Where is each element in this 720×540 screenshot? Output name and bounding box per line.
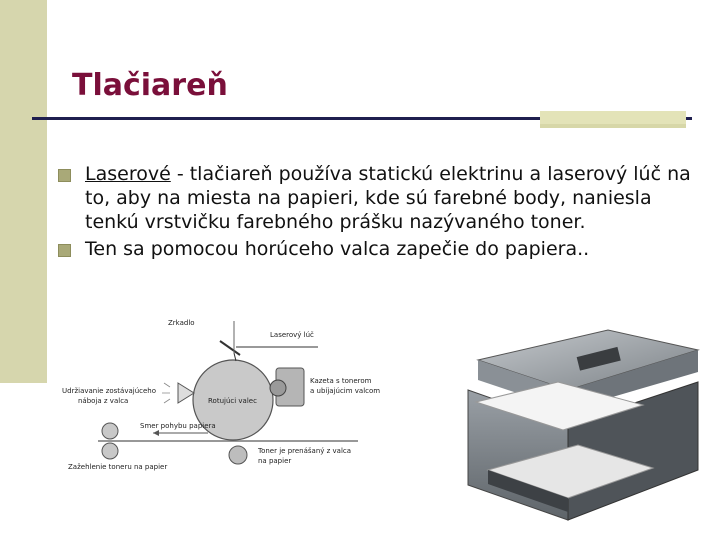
cleaning-blade-shape <box>178 383 194 403</box>
label-drum: Rotujúci valec <box>208 397 257 405</box>
label-remover-2: náboja z valca <box>78 397 129 405</box>
fuser-roller-bottom <box>102 443 118 459</box>
transfer-roller-shape <box>229 446 247 464</box>
label-paper-direction: Smer pohybu papiera <box>140 422 216 430</box>
fuser-roller-top <box>102 423 118 439</box>
slide-title: Tlačiareň <box>72 68 228 103</box>
label-fuser: Zažehlenie toneru na papier <box>68 463 168 471</box>
label-laser: Laserový lúč <box>270 331 314 339</box>
label-cartridge-2: a ubíjajúcim valcom <box>310 387 381 395</box>
label-toner-1: Toner je prenášaný z valca <box>258 447 352 455</box>
label-remover-1: Udržiavanie zostávajúceho <box>62 387 157 395</box>
bullet-term-laser: Laserové <box>85 163 171 185</box>
residual-dots <box>162 383 170 403</box>
bullet-square-icon <box>58 244 71 257</box>
mirror-shape <box>220 341 240 355</box>
bullet-item-fuser <box>58 237 698 261</box>
bullet-square-icon <box>58 169 71 182</box>
title-rule-accent-lower <box>540 124 686 128</box>
label-cartridge-1: Kazeta s tonerom <box>310 377 372 385</box>
direction-arrowhead <box>153 430 159 436</box>
printer-photo <box>458 320 708 535</box>
developer-roller-shape <box>270 380 286 396</box>
bullet-text-fuser: Ten sa pomocou horúceho valca zapečie do papiera.. <box>85 238 590 260</box>
bullet-list <box>58 162 698 264</box>
label-toner-2: na papier <box>258 457 292 465</box>
bullet-text-laser: - tlačiareň používa statickú elektrinu a laserový lúč na to, aby na miesta na papieri, kde sú farebné body, naniesla tenkú vrstvičku farebného prášku nazývaného toner. <box>85 163 691 233</box>
left-decorative-band <box>0 0 47 383</box>
laser-printer-diagram <box>58 313 398 485</box>
label-mirror: Zrkadlo <box>168 319 195 327</box>
bullet-item-laser <box>58 162 698 234</box>
